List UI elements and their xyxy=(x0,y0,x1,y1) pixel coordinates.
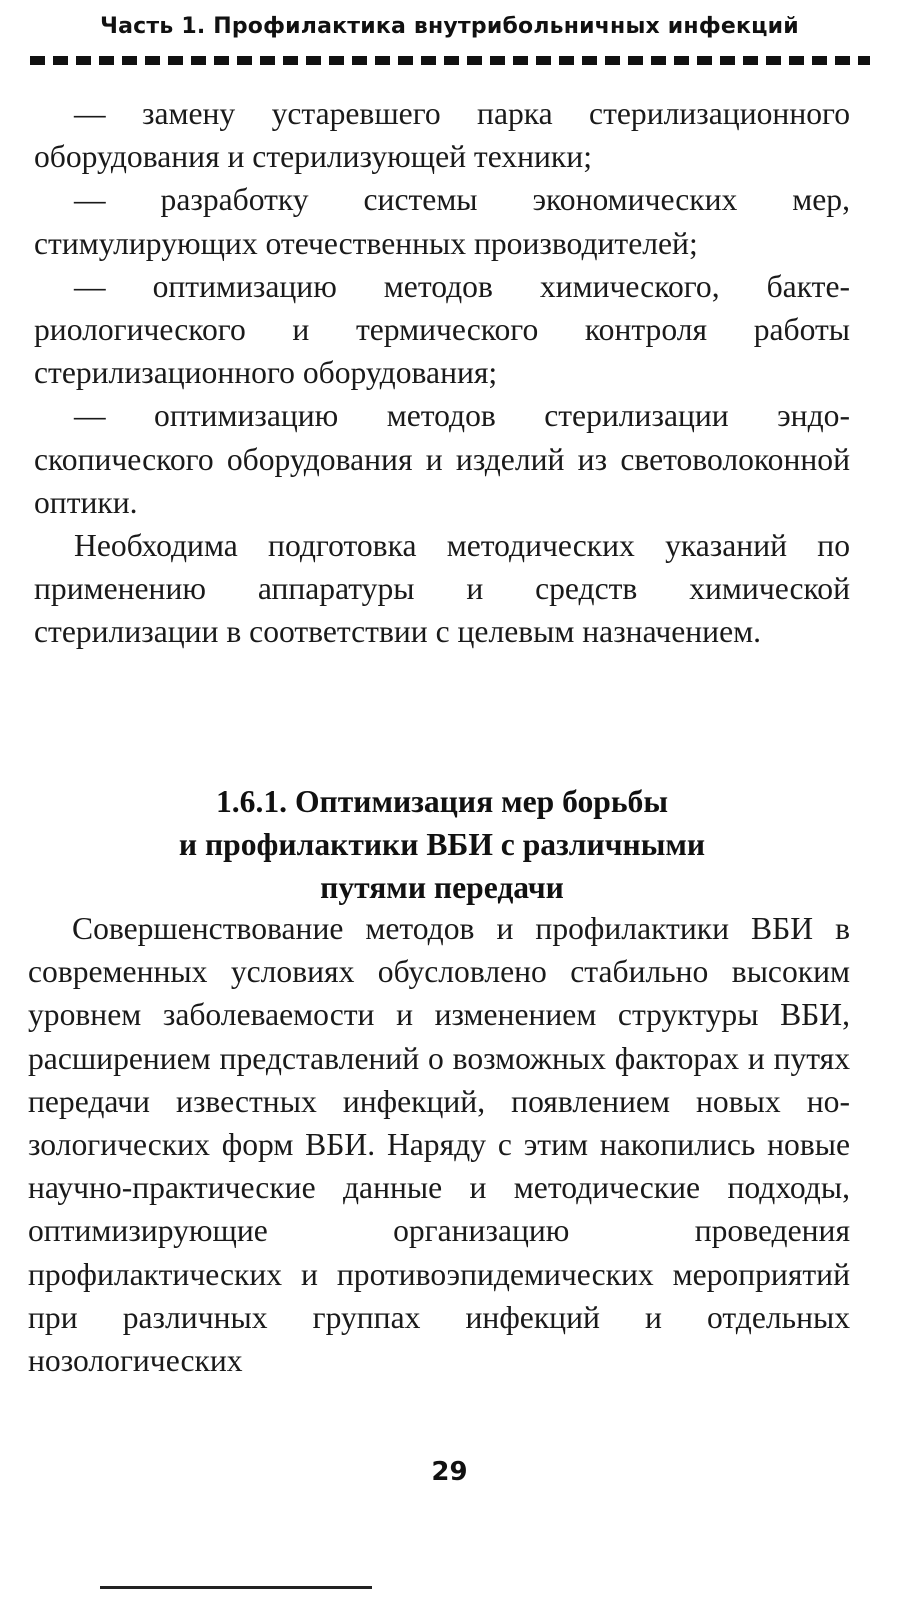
list-item: — замену устаревшего парка стерилизационного оборудования и стерилизующей техники; xyxy=(34,96,850,175)
paragraph: Совершенствование методов и профилактики ВБИ в современных условиях обусловлено стабильно высоким уровнем заболеваемости и изменением структуры ВБИ, расширением представлений о возможных факторах и путях передачи известных инфекций, появлением новых нозологических форм ВБИ. Наряду с этим накопились новые научно-практические данные и методические подходы, оптимизирующие организацию проведения профилактических и противоэпидемических мероприятий при различных группах инфекций и отдельных нозологических xyxy=(28,911,850,1379)
list-item: — разработку системы экономических мер, стимулирующих отечественных производителей; xyxy=(34,182,850,261)
section-heading-line: и профилактики ВБИ с различными xyxy=(178,827,706,863)
paragraph: Необходима подготовка методических указаний по применению аппаратуры и средств химической стерилизации в соответствии с целевым назначением. xyxy=(34,528,850,650)
header-dashed-rule xyxy=(30,56,870,65)
section-heading-line: путями передачи xyxy=(320,870,564,906)
list-item: — оптимизацию методов стерилизации эндоскопического оборудования и изделий из световолоконной оптики. xyxy=(34,398,850,520)
body-text xyxy=(34,92,850,654)
section-body xyxy=(28,907,850,1382)
running-header: Часть 1. Профилактика внутрибольничных инфекций xyxy=(100,14,799,39)
bottom-rule xyxy=(100,1586,372,1589)
page-number: 29 xyxy=(431,1457,468,1487)
list-item: — оптимизацию методов химического, бактериологического и термического контроля работы стерилизационного оборудования; xyxy=(34,268,850,391)
section-heading xyxy=(34,780,850,910)
section-heading-line: 1.6.1. Оптимизация мер борьбы xyxy=(215,784,669,819)
